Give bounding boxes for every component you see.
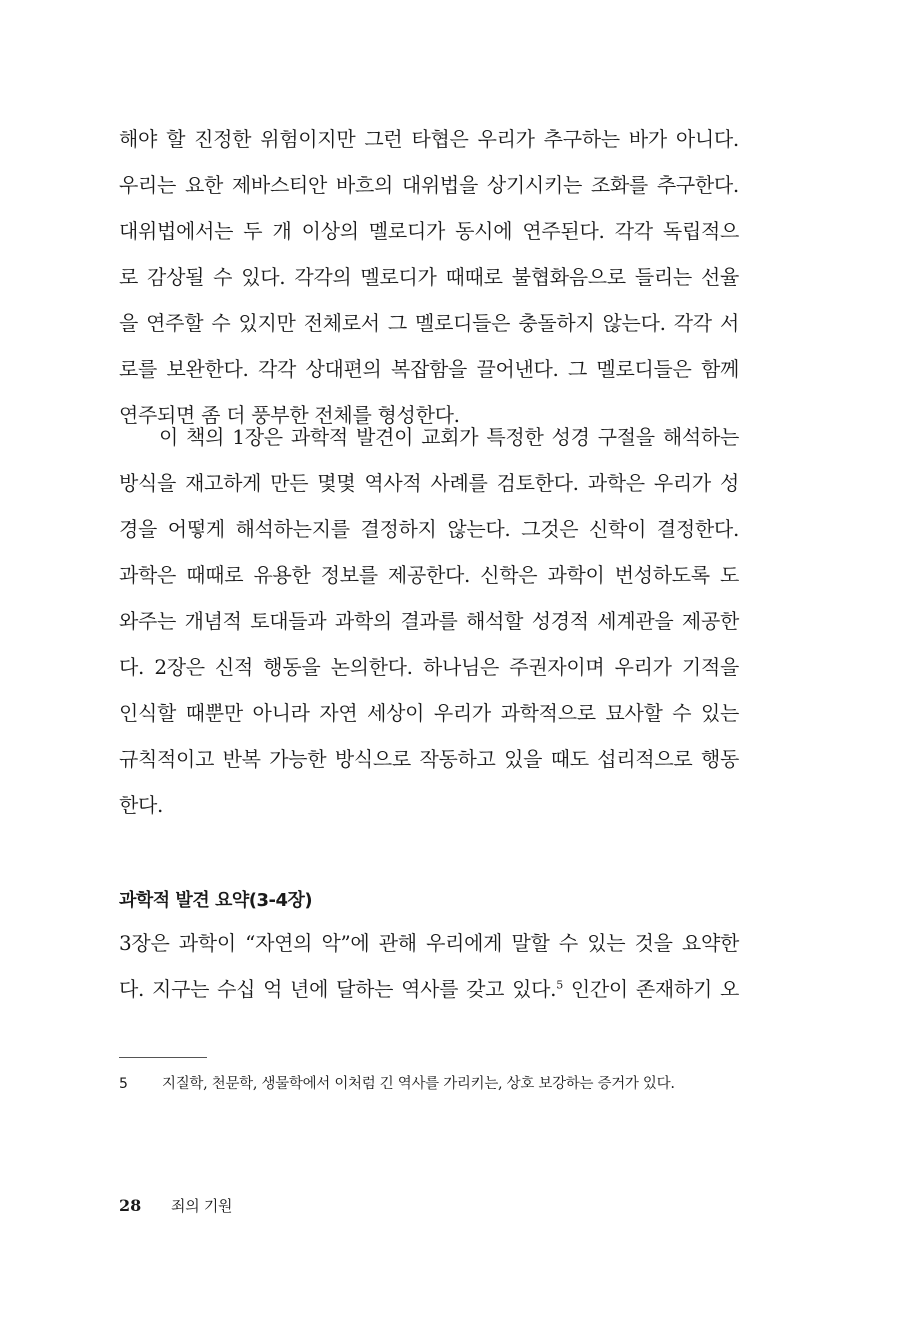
- text-line: 인식할 때뿐만 아니라 자연 세상이 우리가 과학적으로 묘사할 수 있는: [119, 701, 739, 725]
- page-number: 28: [119, 1196, 142, 1215]
- text-line: 로를 보완한다. 각각 상대편의 복잡함을 끌어낸다. 그 멜로디들은 함께: [119, 357, 739, 381]
- text-line: 방식을 재고하게 만든 몇몇 역사적 사례를 검토한다. 과학은 우리가 성: [119, 471, 739, 495]
- footnote-divider: [119, 1057, 207, 1058]
- text-line: 와주는 개념적 토대들과 과학의 결과를 해석할 성경적 세계관을 제공한: [119, 609, 739, 633]
- section-heading: 과학적 발견 요약(3-4장): [119, 890, 313, 911]
- text-line: 3장은 과학이 “자연의 악”에 관해 우리에게 말할 수 있는 것을 요약한: [119, 931, 739, 955]
- page-footer: [119, 1195, 232, 1216]
- footnote-text: 지질학, 천문학, 생물학에서 이처럼 긴 역사를 가리키는, 상호 보강하는 증거가 있다.: [162, 1076, 675, 1092]
- text-line: 을 연주할 수 있지만 전체로서 그 멜로디들은 충돌하지 않는다. 각각 서: [119, 311, 739, 335]
- text-segment: 인간이 존재하기 오: [562, 977, 739, 1001]
- text-line: 로 감상될 수 있다. 각각의 멜로디가 때때로 불협화음으로 들리는 선율: [119, 265, 739, 289]
- body-paragraph-2: [119, 414, 739, 828]
- text-line: 이 책의 1장은 과학적 발견이 교회가 특정한 성경 구절을 해석하는: [159, 425, 739, 449]
- text-line: 해야 할 진정한 위험이지만 그런 타협은 우리가 추구하는 바가 아니다.: [119, 127, 739, 151]
- footnote: [119, 1072, 739, 1093]
- text-line: 연주되면 좀 더 풍부한 전체를 형성한다.: [119, 403, 460, 427]
- text-line: 다. 2장은 신적 행동을 논의한다. 하나님은 주권자이며 우리가 기적을: [119, 655, 739, 679]
- text-line: 한다.: [119, 793, 164, 817]
- text-line: 규칙적이고 반복 가능한 방식으로 작동하고 있을 때도 섭리적으로 행동: [119, 747, 739, 771]
- footnote-number: 5: [119, 1076, 128, 1092]
- footnote-marker[interactable]: 5: [556, 978, 563, 992]
- text-line: 대위법에서는 두 개 이상의 멜로디가 동시에 연주된다. 각각 독립적으: [119, 219, 739, 243]
- text-segment: 다. 지구는 수십 억 년에 달하는 역사를 갖고 있다.: [119, 977, 557, 1001]
- text-line: 우리는 요한 제바스티안 바흐의 대위법을 상기시키는 조화를 추구한다.: [119, 173, 739, 197]
- text-line: 경을 어떻게 해석하는지를 결정하지 않는다. 그것은 신학이 결정한다.: [119, 517, 739, 541]
- body-paragraph-1: [119, 116, 739, 438]
- text-line: 과학은 때때로 유용한 정보를 제공한다. 신학은 과학이 번성하도록 도: [119, 563, 739, 587]
- text-line-with-footnote: [119, 966, 739, 1012]
- running-title: 죄의 기원: [171, 1197, 233, 1215]
- body-paragraph-3: [119, 920, 739, 1012]
